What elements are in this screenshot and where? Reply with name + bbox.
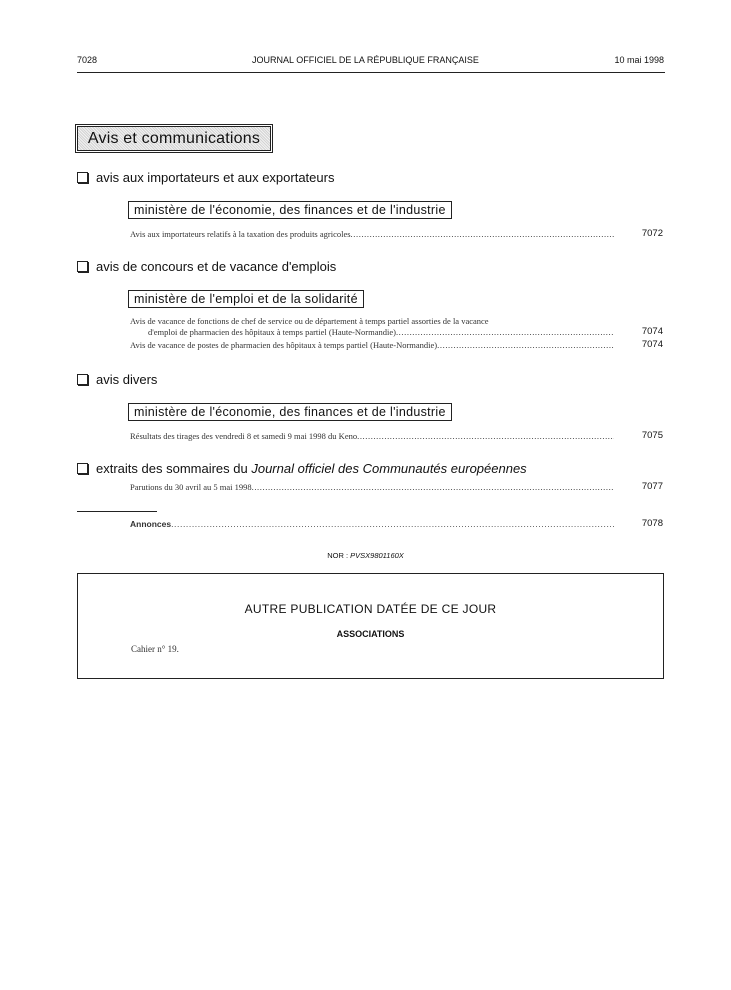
toc-entry[interactable] bbox=[130, 340, 614, 350]
section-title-italic: Journal officiel des Communautés européennes bbox=[251, 461, 527, 476]
toc-entry[interactable] bbox=[130, 229, 614, 239]
checkbox-icon bbox=[77, 374, 88, 385]
cahier-number: Cahier n° 19. bbox=[131, 644, 179, 654]
toc-entry-line1[interactable] bbox=[130, 316, 614, 326]
checkbox-icon bbox=[77, 463, 88, 474]
leader-dots bbox=[396, 327, 614, 337]
section-title: avis de concours et de vacance d'emplois bbox=[96, 259, 337, 274]
section-heading bbox=[77, 372, 157, 387]
section-title: avis divers bbox=[96, 372, 158, 387]
checkbox-icon bbox=[77, 172, 88, 183]
annonces-page: 7078 bbox=[641, 518, 663, 529]
main-title: Avis et communications bbox=[77, 126, 271, 151]
header-date: 10 mai 1998 bbox=[614, 55, 664, 65]
header-rule bbox=[77, 72, 665, 73]
leader-dots bbox=[171, 519, 614, 529]
entry-text: Parutions du 30 avril au 5 mai 1998 bbox=[130, 482, 252, 492]
checkbox-icon bbox=[77, 261, 88, 272]
ministry-box: ministère de l'emploi et de la solidarité bbox=[128, 290, 364, 308]
leader-dots bbox=[252, 482, 614, 492]
entry-page: 7075 bbox=[641, 430, 663, 441]
section-heading bbox=[77, 461, 527, 476]
entry-page: 7074 bbox=[641, 339, 663, 350]
nor-label: NOR : bbox=[327, 551, 349, 560]
section-title: avis aux importateurs et aux exportateurs bbox=[96, 170, 335, 185]
nor-code: PVSX9801160X bbox=[350, 551, 404, 560]
annonces-label: Annonces bbox=[130, 519, 172, 529]
toc-entry[interactable] bbox=[130, 431, 614, 441]
other-publication-subtitle: ASSOCIATIONS bbox=[336, 629, 405, 639]
leader-dots bbox=[357, 431, 614, 441]
page-number: 7028 bbox=[77, 55, 98, 65]
leader-dots bbox=[351, 229, 614, 239]
journal-title: JOURNAL OFFICIEL DE LA RÉPUBLIQUE FRANÇAISE bbox=[252, 55, 479, 65]
other-publication-box bbox=[77, 573, 664, 679]
toc-entry-line2[interactable] bbox=[148, 327, 614, 337]
other-publication-title: AUTRE PUBLICATION DATÉE DE CE JOUR bbox=[244, 602, 497, 616]
nor-reference bbox=[0, 551, 731, 560]
entry-page: 7077 bbox=[641, 481, 663, 492]
entry-text: Avis de vacance de postes de pharmacien des hôpitaux à temps partiel (Haute-Normandie) bbox=[130, 340, 438, 350]
entry-text: Avis aux importateurs relatifs à la taxation des produits agricoles bbox=[130, 229, 351, 239]
ministry-box: ministère de l'économie, des finances et de l'industrie bbox=[128, 403, 452, 421]
section-heading bbox=[77, 259, 336, 274]
entry-text: d'emploi de pharmacien des hôpitaux à temps partiel (Haute-Normandie) bbox=[148, 327, 396, 337]
entry-page: 7074 bbox=[641, 326, 663, 337]
entry-page: 7072 bbox=[641, 228, 663, 239]
ministry-box: ministère de l'économie, des finances et de l'industrie bbox=[128, 201, 452, 219]
toc-entry[interactable] bbox=[130, 482, 614, 492]
section-title-prefix: extraits des sommaires du bbox=[96, 461, 252, 476]
annonces-rule bbox=[77, 511, 157, 512]
entry-text: Avis de vacance de fonctions de chef de service ou de département à temps partiel assorties de la vacance bbox=[130, 316, 489, 326]
entry-text: Résultats des tirages des vendredi 8 et samedi 9 mai 1998 du Keno bbox=[130, 431, 358, 441]
section-heading bbox=[77, 170, 334, 185]
leader-dots bbox=[437, 340, 614, 350]
annonces-entry[interactable] bbox=[130, 519, 614, 529]
